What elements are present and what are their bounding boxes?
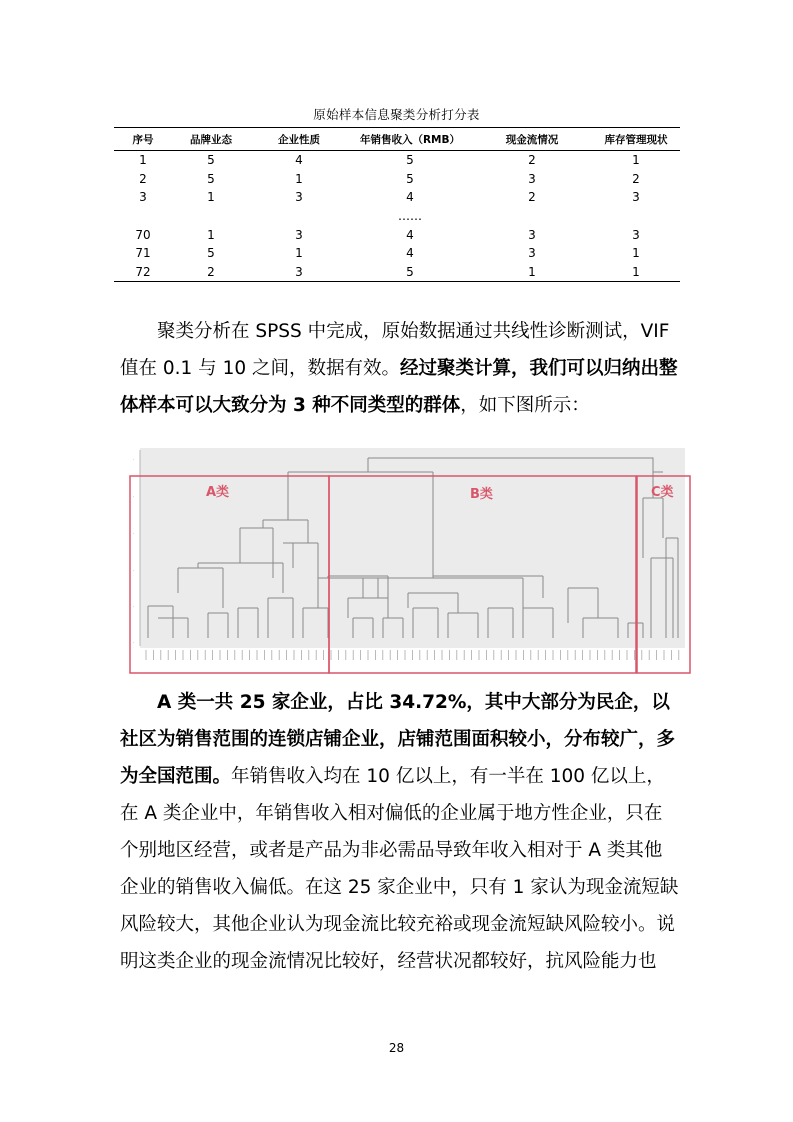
y-axis-ticks <box>133 457 135 646</box>
table-row <box>114 188 680 207</box>
table-cell: 71 <box>135 246 151 261</box>
page-number: 28 <box>388 1041 405 1055</box>
paragraph-text: 聚类分析在 SPSS 中完成，原始数据通过共线性诊断测试，VIF 值在 0.1 与 10 之间，数据有效。 <box>120 321 670 379</box>
table-cell: 3 <box>250 263 348 282</box>
table-cell: 3 <box>295 227 303 242</box>
table-cell: 4 <box>406 190 414 205</box>
y-tick: · <box>133 494 135 500</box>
y-tick: · <box>133 604 135 610</box>
sample-score-table <box>114 127 680 282</box>
table-header-row <box>114 128 680 151</box>
table-row <box>114 263 680 282</box>
cluster-b-label: B类 <box>470 487 493 502</box>
table-cell: 5 <box>406 153 414 168</box>
paragraph-text: 年销售收入均在 10 亿以上，有一半在 100 亿以上，在 A 类企业中，年销售收入相对偏低的企业属于地方性企业，只在个别地区经营，或者是产品为非必需品导致年收入相对于 A 类其他企业的销售收入偏低。在这 25 家企业中，只有 1 家认为现金流短缺风险较大，其他企业认为现金流比较充裕或现金流短缺风险较小。说明这类企业的现金流情况比较好，经营状况都较好，抗风险能力也 <box>120 766 679 972</box>
cluster-dendrogram-figure <box>128 448 693 680</box>
table-cell: 3 <box>139 190 147 205</box>
y-tick: · <box>133 531 135 537</box>
table-cell: 2 <box>528 190 536 205</box>
y-tick: · <box>133 640 135 646</box>
paragraph-spss-analysis <box>120 313 680 424</box>
table-cell: 1 <box>207 190 215 205</box>
table-cell: 70 <box>135 227 151 242</box>
table-cell: 5 <box>406 171 414 186</box>
paragraph-bold-text: A 类一共 25 家企业，占比 34.72%，其中大部分为民企，以社区为销售范围的连锁店铺企业，店铺范围面积较小，分布较广，多为全国范围。 <box>120 692 676 787</box>
table-cell: 1 <box>207 227 215 242</box>
table-cell: 1 <box>472 263 592 282</box>
table-cell: 1 <box>295 246 303 261</box>
y-tick: · <box>133 457 135 463</box>
table-row <box>114 151 680 170</box>
table-row <box>114 225 680 244</box>
table-cell: 1 <box>592 263 680 282</box>
table-cell: 5 <box>207 153 215 168</box>
paragraph-text: ，如下图所示： <box>460 395 590 416</box>
table-cell: 2 <box>528 153 536 168</box>
table-cell <box>114 207 172 226</box>
table-cell: 72 <box>114 263 172 282</box>
ellipsis-cell: …… <box>398 209 422 224</box>
table-cell: 3 <box>632 190 640 205</box>
paragraph-bold-text: 经过聚类计算，我们可以归纳出整体样本可以大致分为 3 种不同类型的群体 <box>120 358 678 416</box>
column-header: 企业性质 <box>250 128 348 151</box>
column-header: 序号 <box>114 128 172 151</box>
table-cell: 1 <box>295 171 303 186</box>
table-cell: 2 <box>172 263 250 282</box>
leaf-labels <box>146 650 679 660</box>
table-cell <box>172 207 250 226</box>
table-cell: 4 <box>406 246 414 261</box>
table-cell: 3 <box>632 227 640 242</box>
y-tick: · <box>133 568 135 574</box>
table-cell: 2 <box>139 171 147 186</box>
table-cell: 3 <box>528 246 536 261</box>
cluster-c-label: C类 <box>651 485 674 500</box>
table-cell: 3 <box>295 190 303 205</box>
table-cell: 5 <box>207 171 215 186</box>
table-caption: 原始样本信息聚类分析打分表 <box>313 107 480 122</box>
table-cell <box>472 207 592 226</box>
table-cell: 3 <box>528 227 536 242</box>
table-cell: 4 <box>406 227 414 242</box>
table-cell <box>250 207 348 226</box>
paragraph-cluster-a-description <box>120 684 680 980</box>
table-row-ellipsis <box>114 207 680 226</box>
table-row <box>114 170 680 189</box>
table-cell: 1 <box>632 153 640 168</box>
table-cell: 4 <box>295 153 303 168</box>
table-cell: 3 <box>528 171 536 186</box>
table-cell: 5 <box>207 246 215 261</box>
table-cell <box>592 207 680 226</box>
column-header: 库存管理现状 <box>592 128 680 151</box>
table-row <box>114 244 680 263</box>
column-header: 年销售收入（RMB） <box>348 128 472 151</box>
column-header: 品牌业态 <box>172 128 250 151</box>
cluster-a-label: A类 <box>206 485 230 500</box>
table-cell: 2 <box>632 171 640 186</box>
table-cell: 5 <box>348 263 472 282</box>
table-cell: 1 <box>632 246 640 261</box>
table-cell: 1 <box>139 153 147 168</box>
column-header: 现金流情况 <box>472 128 592 151</box>
